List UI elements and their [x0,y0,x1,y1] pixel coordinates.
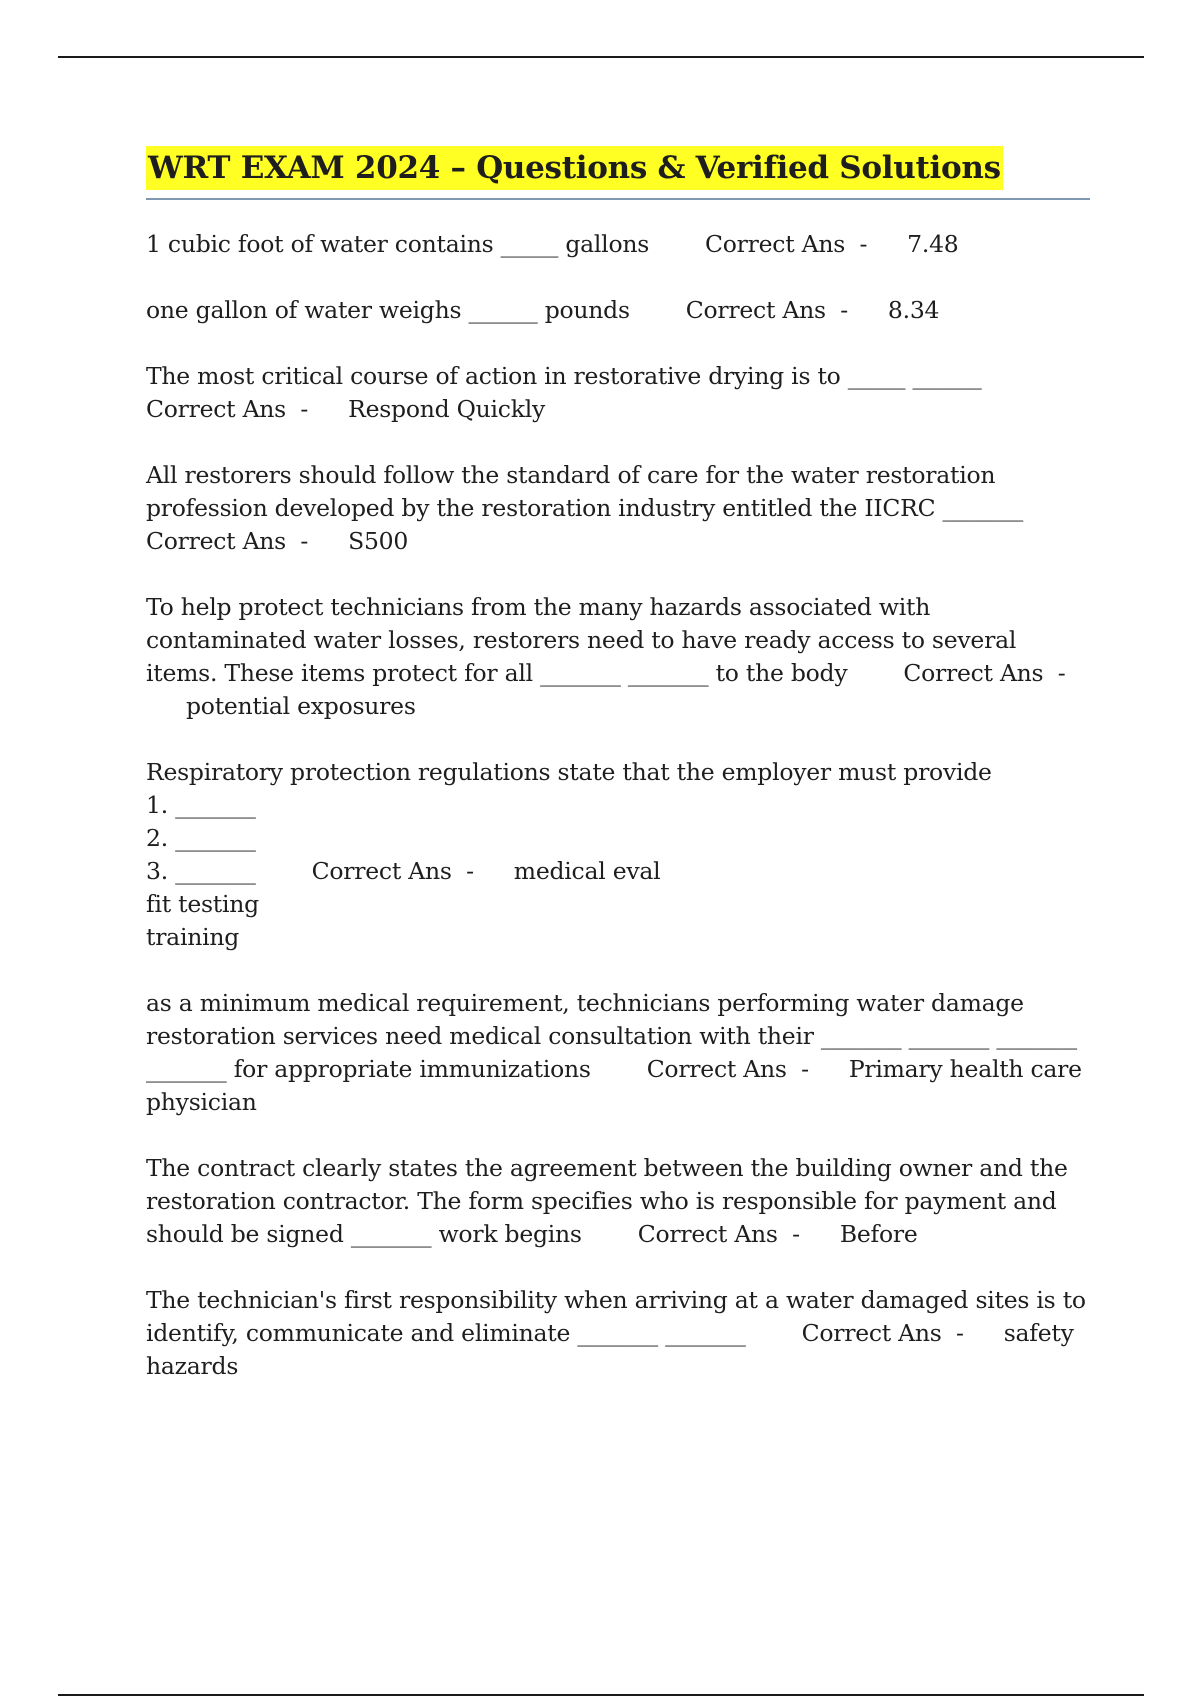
answer-label: Correct Ans - [685,296,848,324]
answer-text: safety hazards [146,1319,1081,1380]
question-text: The most critical course of action in restorative drying is to _____ ______ [146,362,982,390]
header-rule [58,56,1144,58]
answer-label: Correct Ans - [801,1319,964,1347]
qa-item [146,228,1090,261]
qa-item [146,1284,1094,1383]
answer-label: Correct Ans - [146,395,309,423]
answer-text: 7.48 [907,230,959,258]
question-text: one gallon of water weighs ______ pounds [146,296,630,324]
title-block [146,146,1090,200]
answer-label: Correct Ans - [637,1220,800,1248]
answer-text: potential exposures [186,692,416,720]
qa-item [146,756,1090,954]
answer-label: Correct Ans - [705,230,868,258]
answer-label: Correct Ans - [646,1055,809,1083]
answer-text: 8.34 [887,296,940,324]
qa-item [146,591,1090,723]
question-text: The technician's first responsibility when arriving at a water damaged sites is to identify, communicate and eliminate _______ _______ [146,1286,1094,1347]
answer-label: Correct Ans - [311,857,474,885]
qa-item [146,294,1090,327]
answer-text: S500 [348,527,409,555]
qa-item [146,459,1090,558]
document-body [146,146,1094,1416]
question-text: The contract clearly states the agreement between the building owner and the restoration contractor. The form specifies who is responsible for payment and should be signed _______ work begins [146,1154,1075,1248]
answer-text: Primary health care physician [146,1055,1090,1116]
answer-text-continued: fit testing training [146,890,259,951]
qa-item [146,987,1090,1119]
page-title: WRT EXAM 2024 – Questions & Verified Solutions [146,146,1003,190]
question-text: To help protect technicians from the many hazards associated with contaminated water losses, restorers need to have ready access to several items. These items protect for all _______ _______ to the body [146,593,1024,687]
answer-text: Respond Quickly [348,395,545,423]
qa-item [146,360,1090,426]
question-text: All restorers should follow the standard of care for the water restoration profession developed by the restoration industry entitled the IICRC _______ [146,461,1024,522]
qa-item [146,1152,1090,1251]
answer-label: Correct Ans - [903,659,1066,687]
footer-rule [58,1694,1144,1696]
question-text: 1 cubic foot of water contains _____ gallons [146,230,650,258]
question-text: as a minimum medical requirement, technicians performing water damage restoration services need medical consultation with their _______ _______ _______ _______ for appropriate immunizations [146,989,1085,1083]
answer-text: medical eval [513,857,661,885]
question-text: Respiratory protection regulations state that the employer must provide 1. _______ 2. _______ 3. _______ [146,758,992,885]
answer-label: Correct Ans - [146,527,309,555]
answer-text: Before [839,1220,918,1248]
